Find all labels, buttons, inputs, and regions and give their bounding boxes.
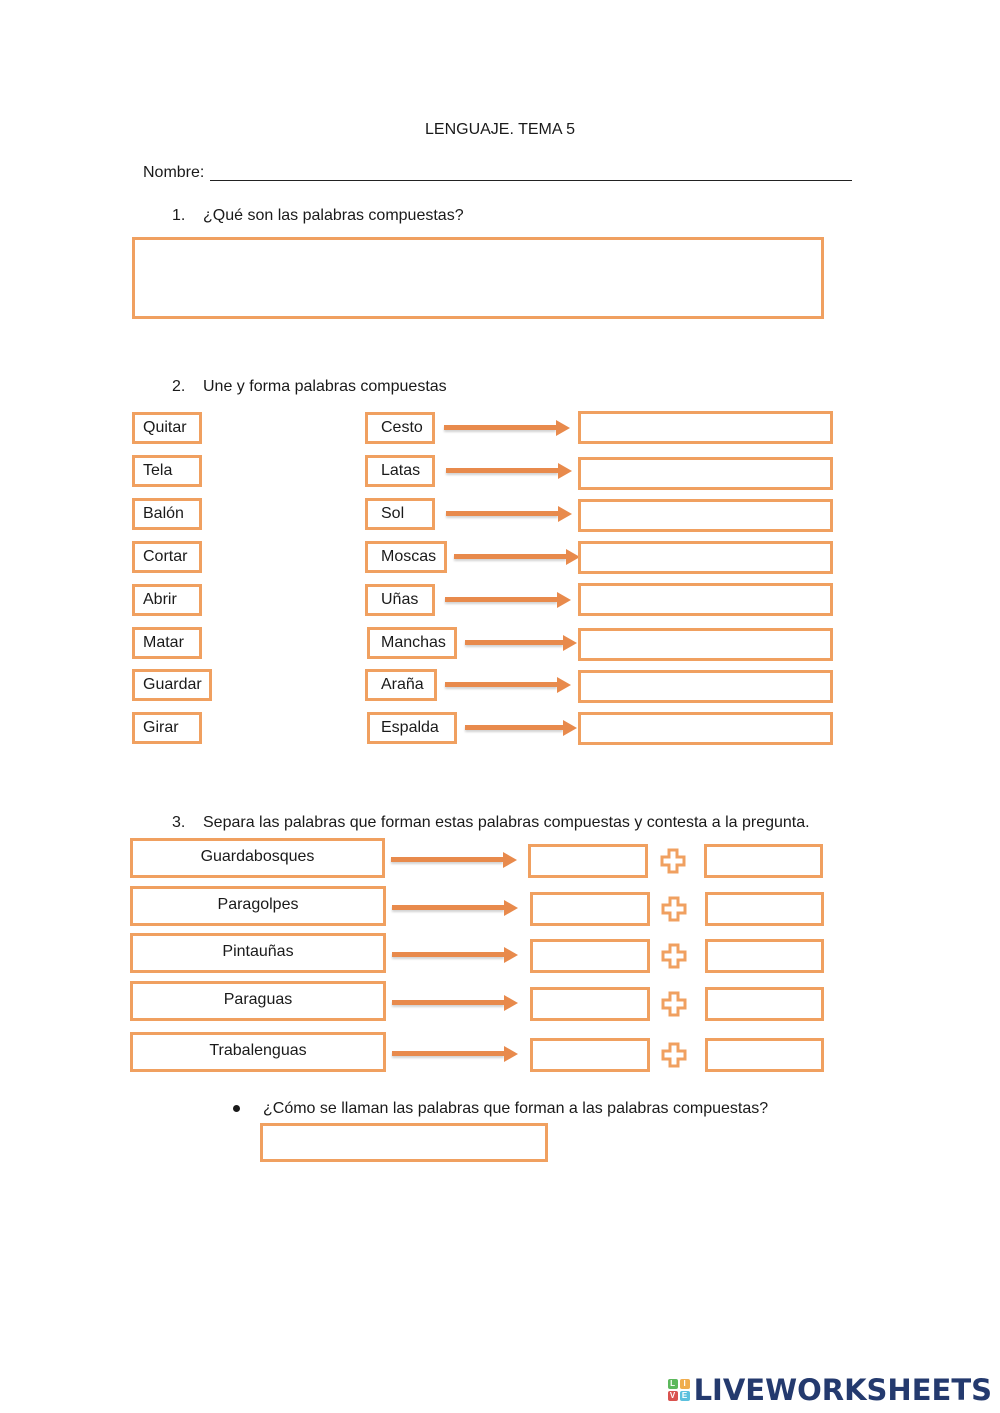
first-part-box[interactable] (530, 987, 650, 1021)
arrow-icon (445, 677, 571, 693)
plus-icon (660, 848, 686, 874)
arrow-icon (392, 900, 518, 916)
compound-word-box: Paraguas (130, 981, 386, 1021)
bullet-question-text: ¿Cómo se llaman las palabras que forman a las palabras compuestas? (263, 1100, 769, 1117)
arrow-icon (445, 592, 571, 608)
plus-icon (661, 1042, 687, 1068)
logo-letter: I (680, 1379, 690, 1389)
arrow-icon (392, 1046, 518, 1062)
logo-letter: L (668, 1379, 678, 1389)
first-part-box[interactable] (530, 939, 650, 973)
q3-number: 3. (172, 814, 186, 831)
left-word-box: Matar (132, 627, 202, 659)
compound-word-box: Pintauñas (130, 933, 386, 973)
compound-word-box: Trabalenguas (130, 1032, 386, 1072)
q2-number: 2. (172, 378, 186, 395)
left-word-box: Girar (132, 712, 202, 744)
logo-mark-icon (668, 1379, 690, 1401)
plus-icon (661, 991, 687, 1017)
arrow-icon (465, 720, 577, 736)
bullet-answer-box[interactable] (260, 1123, 548, 1162)
left-word-box: Guardar (132, 669, 212, 701)
right-word-box: Araña (365, 669, 437, 701)
page-title: LENGUAJE. TEMA 5 (425, 121, 575, 138)
left-word-box: Quitar (132, 412, 202, 444)
q1-number: 1. (172, 207, 186, 224)
logo-letter: E (680, 1391, 690, 1401)
left-word-box: Tela (132, 455, 202, 487)
compound-answer-box[interactable] (578, 457, 833, 490)
first-part-box[interactable] (530, 892, 650, 926)
right-word-box: Sol (365, 498, 435, 530)
plus-icon (661, 943, 687, 969)
compound-answer-box[interactable] (578, 583, 833, 616)
second-part-box[interactable] (704, 844, 823, 878)
right-word-box: Uñas (365, 584, 435, 616)
compound-answer-box[interactable] (578, 670, 833, 703)
arrow-icon (465, 635, 577, 651)
arrow-icon (454, 549, 580, 565)
brand-name: LIVEWORKSHEETS (693, 1373, 992, 1407)
left-word-box: Cortar (132, 541, 202, 573)
arrow-icon (392, 995, 518, 1011)
right-word-box: Latas (365, 455, 435, 487)
second-part-box[interactable] (705, 1038, 824, 1072)
q1-text: ¿Qué son las palabras compuestas? (203, 207, 464, 224)
bullet-icon (233, 1105, 240, 1112)
first-part-box[interactable] (528, 844, 648, 878)
arrow-icon (446, 506, 572, 522)
q2-text: Une y forma palabras compuestas (203, 378, 447, 395)
liveworksheets-logo (668, 1373, 992, 1407)
arrow-icon (444, 420, 570, 436)
compound-answer-box[interactable] (578, 411, 833, 444)
second-part-box[interactable] (705, 939, 824, 973)
right-word-box: Manchas (367, 627, 457, 659)
compound-answer-box[interactable] (578, 628, 833, 661)
second-part-box[interactable] (705, 892, 824, 926)
compound-answer-box[interactable] (578, 499, 833, 532)
arrow-icon (446, 463, 572, 479)
arrow-icon (391, 852, 517, 868)
compound-answer-box[interactable] (578, 541, 833, 574)
right-word-box: Cesto (365, 412, 435, 444)
plus-icon (661, 896, 687, 922)
left-word-box: Abrir (132, 584, 202, 616)
second-part-box[interactable] (705, 987, 824, 1021)
name-input-line[interactable] (210, 180, 852, 181)
right-word-box: Moscas (365, 541, 447, 573)
q1-answer-box[interactable] (132, 237, 824, 319)
logo-letter: V (668, 1391, 678, 1401)
arrow-icon (392, 947, 518, 963)
compound-word-box: Paragolpes (130, 886, 386, 926)
q3-text: Separa las palabras que forman estas palabras compuestas y contesta a la pregunta. (203, 814, 810, 831)
compound-word-box: Guardabosques (130, 838, 385, 878)
right-word-box: Espalda (367, 712, 457, 744)
first-part-box[interactable] (530, 1038, 650, 1072)
name-label: Nombre: (143, 164, 205, 181)
compound-answer-box[interactable] (578, 712, 833, 745)
left-word-box: Balón (132, 498, 202, 530)
